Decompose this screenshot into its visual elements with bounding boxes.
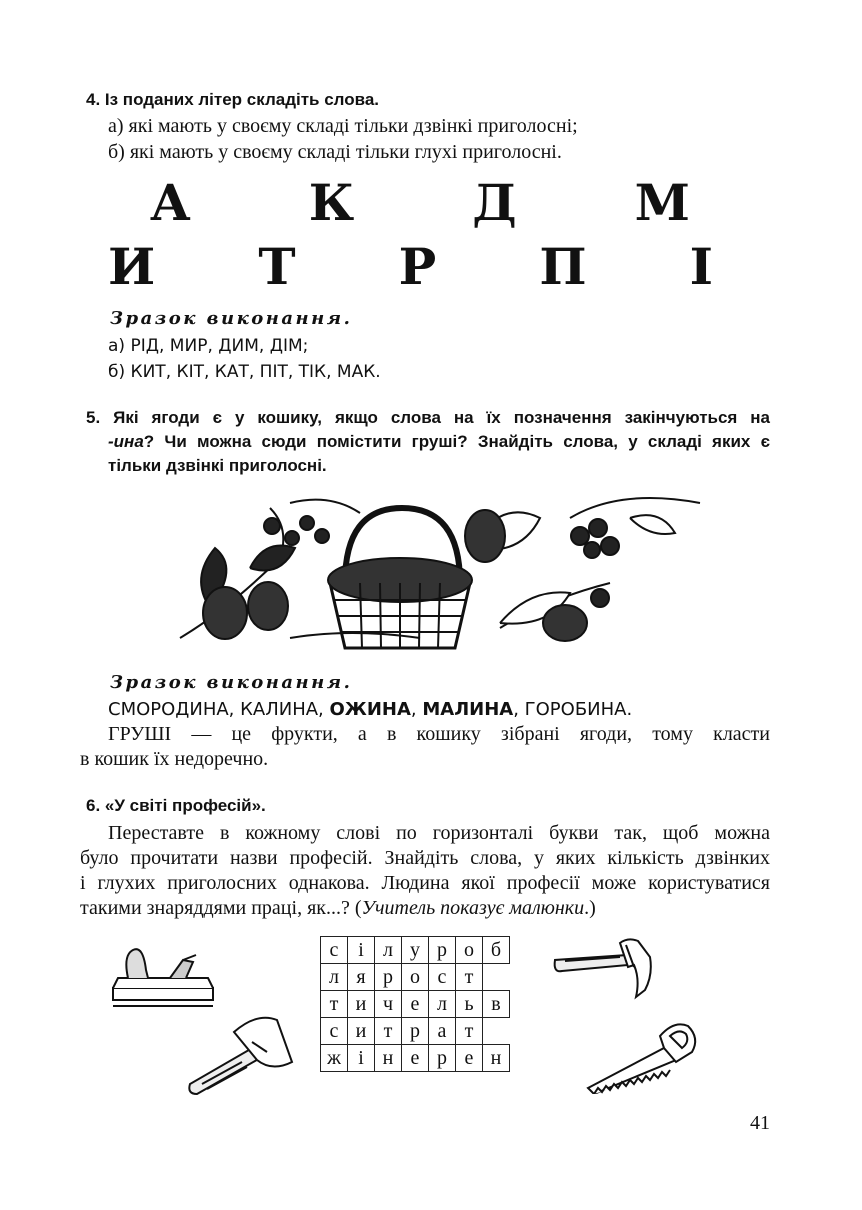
grid-cell: л (375, 937, 402, 964)
grid-cell: р (429, 937, 456, 964)
teacher-instruction: Учитель показує малюнки (361, 897, 585, 919)
task4-line-b: б) які мають у своєму складі тільки глухі приголосні. (108, 141, 562, 163)
grid-cell: е (402, 991, 429, 1018)
berry (601, 537, 619, 555)
leaf-right-2 (630, 515, 675, 534)
grid-cell: е (402, 1045, 429, 1072)
task4-sample-label: Зразок виконання. (110, 308, 353, 329)
answer-part-1: СМОРОДИНА, КАЛИНА, (108, 699, 330, 720)
branch-right (570, 498, 700, 518)
grid-cell: р (402, 1018, 429, 1045)
grid-cell: с (321, 1018, 348, 1045)
grid-cell: я (348, 964, 375, 991)
grid-cell: і (348, 937, 375, 964)
letter: Т (258, 237, 296, 296)
berry (285, 531, 299, 545)
letter-grid (320, 936, 510, 1072)
task4-sample-b: б) КИТ, КІТ, КАТ, ПІТ, ТІК, МАК. (108, 362, 381, 382)
berry (571, 527, 589, 545)
grid-cell: н (483, 1045, 510, 1072)
grid-cell: у (402, 937, 429, 964)
letter: Р (398, 237, 437, 296)
grid-cell: т (456, 1018, 483, 1045)
berry (589, 519, 607, 537)
grid-cell: ж (321, 1045, 348, 1072)
task4-title: 4. Із поданих літер складіть слова. (86, 90, 380, 109)
task5-answer (108, 699, 632, 720)
berry (584, 542, 600, 558)
task6-para-line1: Переставте в кожному слові по горизонталі букви так, щоб можна (108, 822, 770, 844)
grid-cell: т (456, 964, 483, 991)
letters-row-2 (108, 237, 713, 296)
grid-cell: ь (456, 991, 483, 1018)
raspberry (543, 605, 587, 641)
task4-line-a: а) які мають у своєму складі тільки дзвінкі приголосні; (108, 115, 578, 137)
para-line4-start: такими знаряддями праці, як...? ( (80, 897, 362, 919)
berry (300, 516, 314, 530)
grid-cell: т (321, 991, 348, 1018)
grid-cell: н (375, 1045, 402, 1072)
grid-cell: и (348, 991, 375, 1018)
grid-cell: о (402, 964, 429, 991)
grid-cell: о (456, 937, 483, 964)
task6-title: 6. «У світі професій». (86, 796, 266, 815)
answer-part-2: , ГОРОБИНА. (513, 699, 633, 720)
grid-row (321, 1018, 510, 1045)
task5-title-line2 (108, 432, 770, 452)
blackberry-2 (248, 582, 288, 630)
task5-title-line1: 5. Які ягоди є у кошику, якщо слова на їх позначення закінчуються на (86, 408, 770, 427)
grid-row (321, 1045, 510, 1072)
letter: І (689, 237, 713, 296)
letter: А (150, 173, 191, 232)
suffix-ina: -ина (108, 432, 144, 451)
task5-explanation-line2: в кошик їх недоречно. (80, 748, 269, 770)
grid-cell: р (429, 1045, 456, 1072)
grid-row (321, 991, 510, 1018)
currant-cluster (465, 510, 505, 562)
letter: М (634, 173, 690, 232)
grid-cell: е (456, 1045, 483, 1072)
page-number: 41 (750, 1112, 770, 1134)
berry (315, 529, 329, 543)
task4-sample-a: а) РІД, МИР, ДИМ, ДІМ; (108, 336, 309, 356)
axe-icon (182, 1012, 297, 1102)
para-line4-end: .) (584, 897, 596, 919)
grid-cell: л (429, 991, 456, 1018)
grid-cell: в (483, 991, 510, 1018)
task5-explanation-line1: ГРУШІ — це фрукти, а в кошику зібрані ягоди, тому класти (108, 723, 770, 745)
task6-para-line3: і глухих приголосних однакова. Людина якої професії може користуватися (80, 872, 770, 894)
hammer-icon (550, 935, 660, 1005)
branch-top-left (290, 500, 360, 513)
task6-para-line2: було прочитати назви професій. Знайдіть слова, у яких кількість дзвінких (80, 847, 770, 869)
grid-cell: л (321, 964, 348, 991)
berry (591, 589, 609, 607)
grid-cell: и (348, 1018, 375, 1045)
task5-sample-label: Зразок виконання. (110, 672, 353, 693)
task6-para-line4 (80, 896, 596, 921)
answer-bold-malyna: МАЛИНА (422, 699, 514, 720)
saw-icon (584, 1018, 704, 1094)
answer-bold-ozhyna: ОЖИНА (329, 699, 411, 720)
leaf-left-2 (250, 546, 295, 571)
letter: Д (472, 173, 517, 232)
answer-separator: , (410, 699, 423, 720)
grid-cell: б (483, 937, 510, 964)
grid-cell: с (429, 964, 456, 991)
letters-row-1 (150, 173, 690, 232)
letter: К (308, 173, 355, 232)
grid-row (321, 937, 510, 964)
grid-cell: р (375, 964, 402, 991)
grid-cell: т (375, 1018, 402, 1045)
grid-cell-empty (483, 1018, 510, 1045)
grid-cell: а (429, 1018, 456, 1045)
grid-cell: і (348, 1045, 375, 1072)
letter: П (539, 237, 587, 296)
blackberry-1 (203, 587, 247, 639)
task5-title-line3: тільки дзвінкі приголосні. (108, 456, 327, 475)
grid-cell: ч (375, 991, 402, 1018)
plane-tool-icon (108, 940, 218, 1012)
grid-cell-empty (483, 964, 510, 991)
grid-cell: с (321, 937, 348, 964)
grid-row (321, 964, 510, 991)
basket-with-berries-illustration (170, 488, 710, 660)
letter: И (108, 237, 156, 296)
task5-title-line2-rest: ? Чи можна сюди помістити груші? Знайдіть слова, у складі яких є (143, 432, 770, 451)
berry (264, 518, 280, 534)
